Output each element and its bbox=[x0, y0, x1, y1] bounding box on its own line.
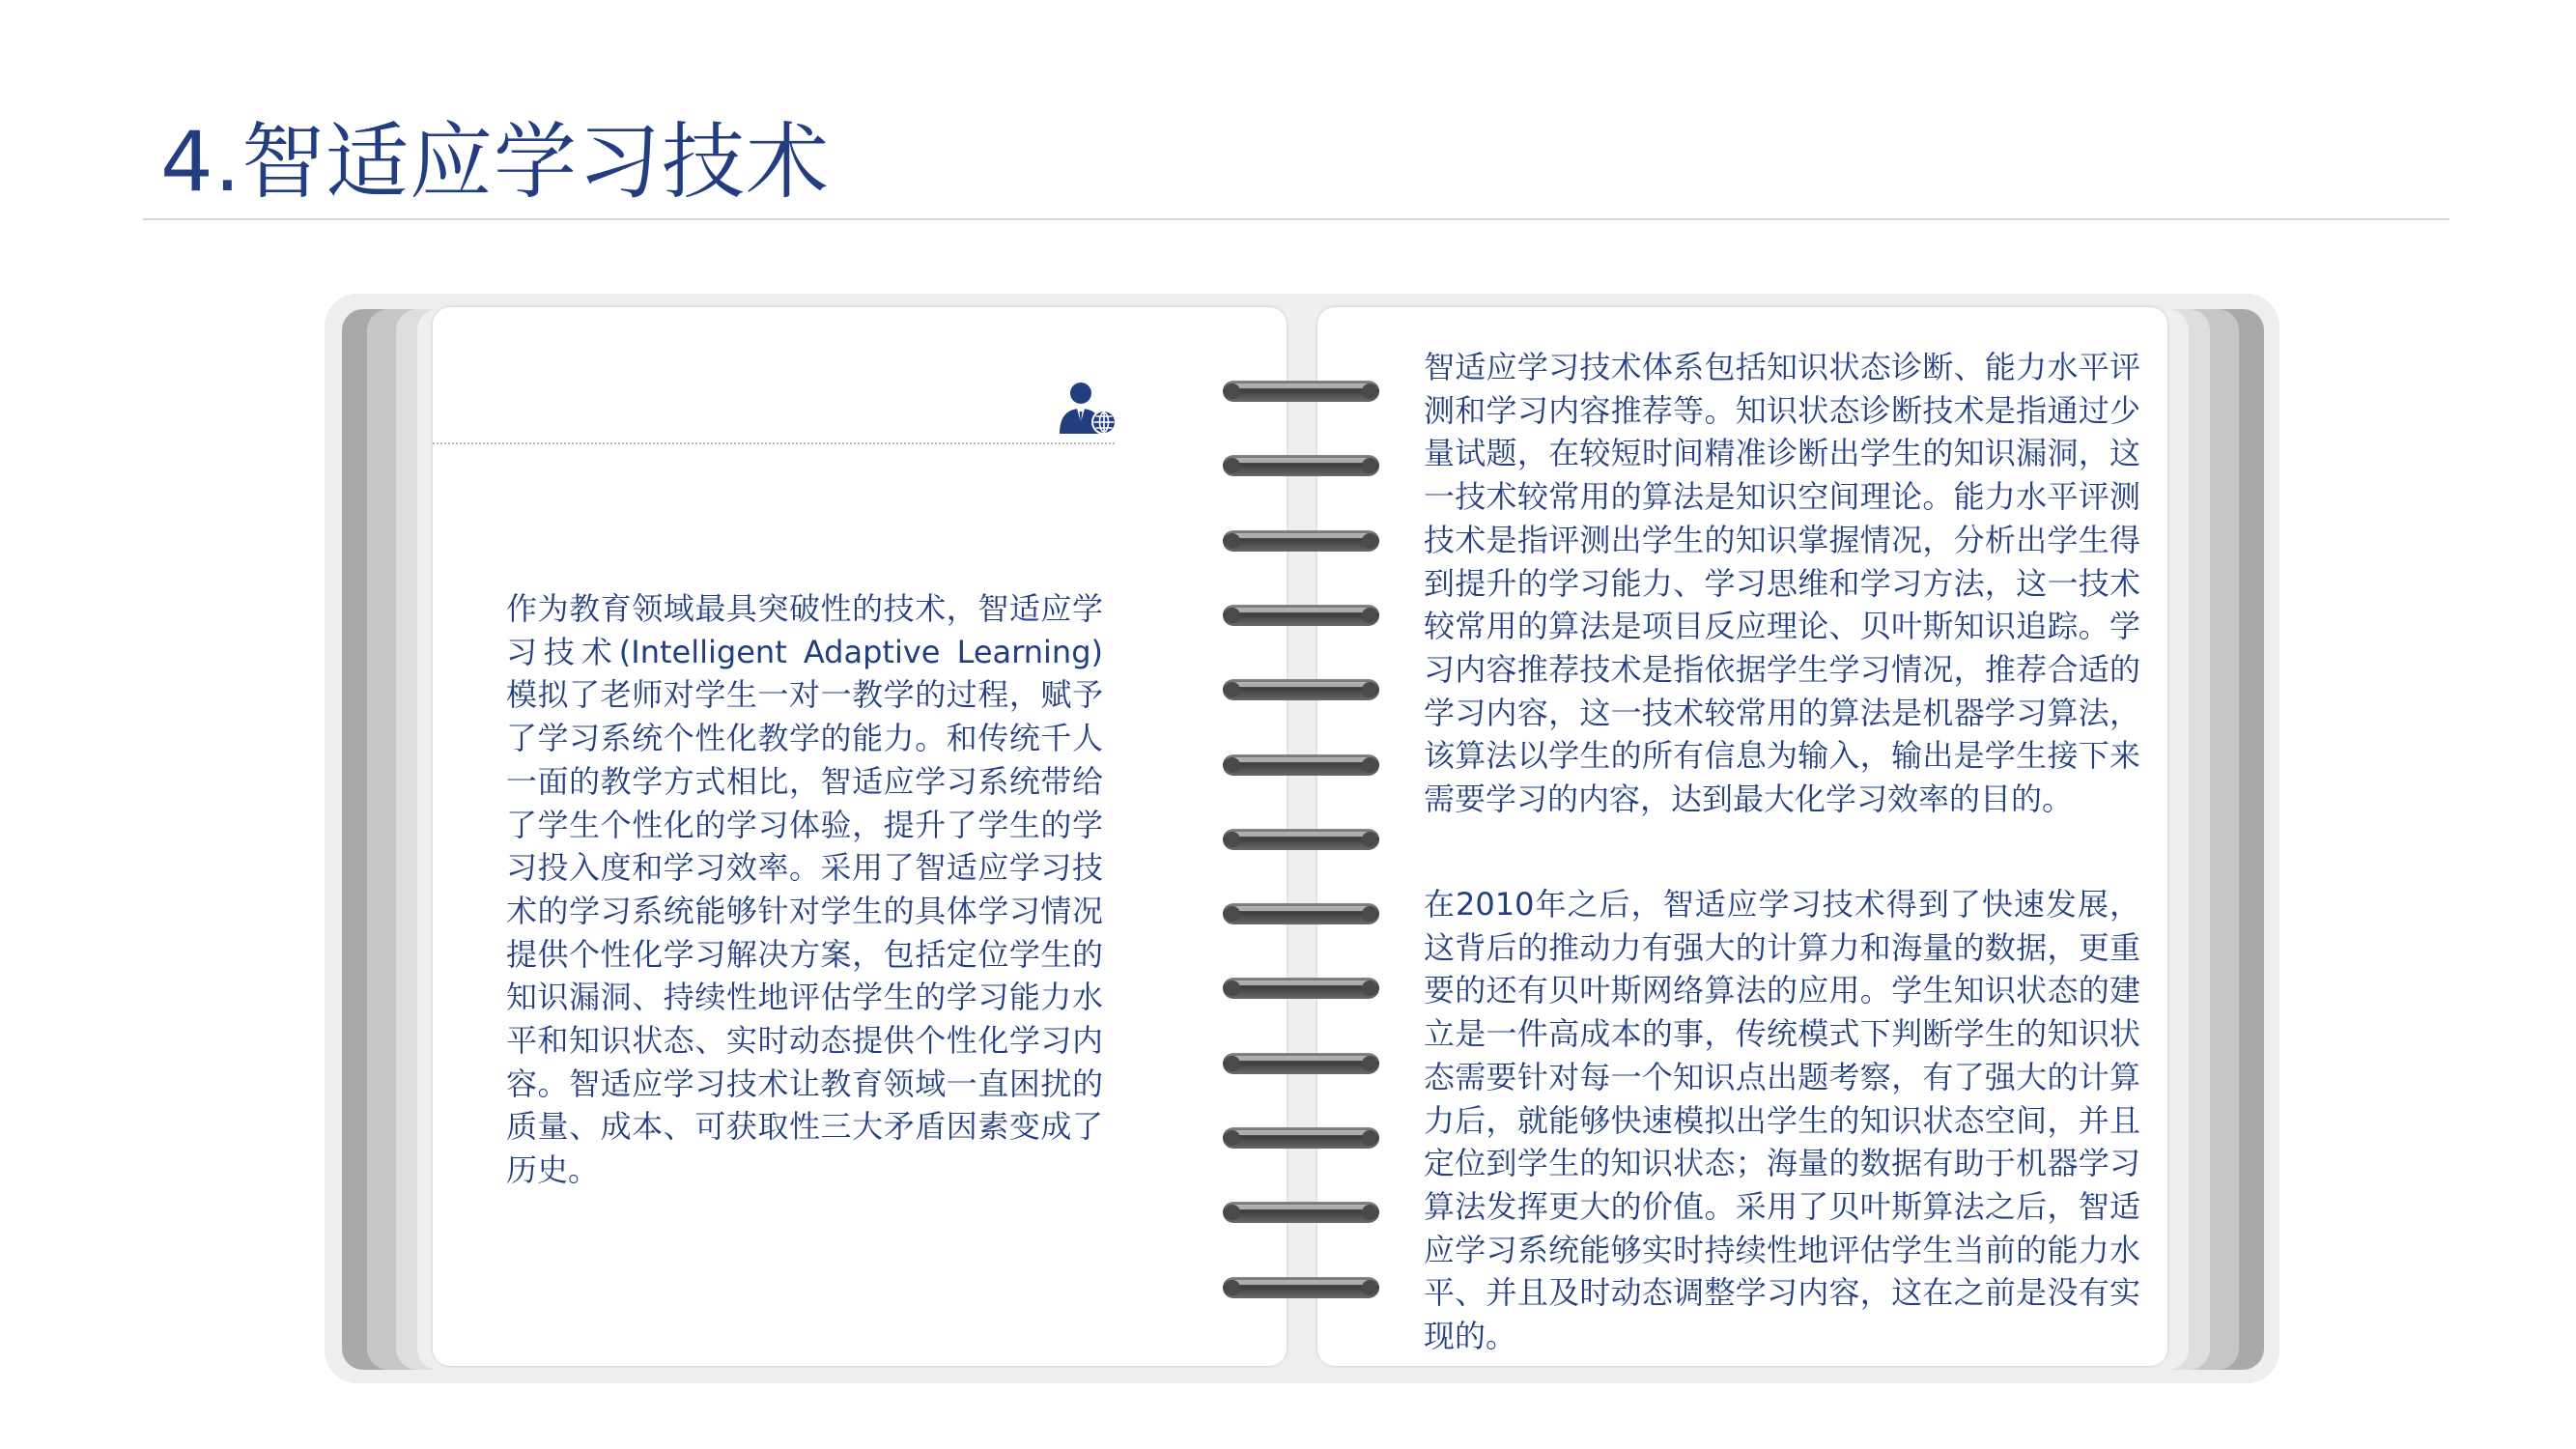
spiral-ring bbox=[1219, 823, 1383, 856]
right-page-paragraph-2: 在2010年之后，智适应学习技术得到了快速发展，这背后的推动力有强大的计算力和海量的数据，更重要的还有贝叶斯网络算法的应用。学生知识状态的建立是一件高成本的事，传统模式下判断学生的知识状态需要针对每一个知识点出题考察，有了强大的计算力后，就能够快速模拟出学生的知识状态空间，并且定位到学生的知识状态；海量的数据有助于机器学习算法发挥更大的价值。采用了贝叶斯算法之后，智适应学习系统能够实时持续性地评估学生当前的能力水平、并且及时动态调整学习内容，这在之前是没有实现的。 bbox=[1424, 886, 2140, 1355]
spiral-ring bbox=[1219, 1047, 1383, 1080]
spiral-ring bbox=[1219, 1122, 1383, 1154]
right-page-paragraph-1: 智适应学习技术体系包括知识状态诊断、能力水平评测和学习内容推荐等。知识状态诊断技术是指通过少量试题，在较短时间精准诊断出学生的知识漏洞，这一技术较常用的算法是知识空间理论。能力水平评测技术是指评测出学生的知识掌握情况，分析出学生得到提升的学习能力、学习思维和学习方法，这一技术较常用的算法是项目反应理论、贝叶斯知识追踪。学习内容推荐技术是指依据学生学习情况，推荐合适的学习内容，这一技术较常用的算法是机器学习算法，该算法以学生的所有信息为输入，输出是学生接下来需要学习的内容，达到最大化学习效率的目的。 bbox=[1424, 349, 2140, 818]
spiral-ring bbox=[1219, 1271, 1383, 1304]
left-page-paragraph: 作为教育领域最具突破性的技术，智适应学习技术(Intelligent Adaptive Learning) 模拟了老师对学生一对一教学的过程，赋予了学习系统个性化教学的能力。和传统千人一面的教学方式相比，智适应学习系统带给了学生个性化的学习体验，提升了学生的学习投入度和学习效率。采用了智适应学习技术的学习系统能够针对学生的具体学习情况提供个性化学习解决方案，包括定位学生的知识漏洞、持续性地评估学生的学习能力水平和知识状态、实时动态提供个性化学习内容。智适应学习技术让教育领域一直困扰的质量、成本、可获取性三大矛盾因素变成了历史。 bbox=[506, 590, 1103, 1189]
spiral-ring bbox=[1219, 749, 1383, 781]
spiral-ring bbox=[1219, 449, 1383, 482]
user-globe-icon bbox=[1056, 380, 1121, 436]
spiral-ring bbox=[1219, 897, 1383, 930]
spiral-ring bbox=[1219, 1196, 1383, 1229]
spiral-ring bbox=[1219, 599, 1383, 632]
spiral-ring bbox=[1219, 673, 1383, 706]
title-divider bbox=[143, 218, 2449, 220]
spiral-ring bbox=[1219, 375, 1383, 408]
slide-title: 4.智适应学习技术 bbox=[160, 114, 831, 211]
spiral-ring bbox=[1219, 525, 1383, 557]
left-page-dotted-rule bbox=[433, 442, 1115, 444]
spiral-ring bbox=[1219, 972, 1383, 1005]
